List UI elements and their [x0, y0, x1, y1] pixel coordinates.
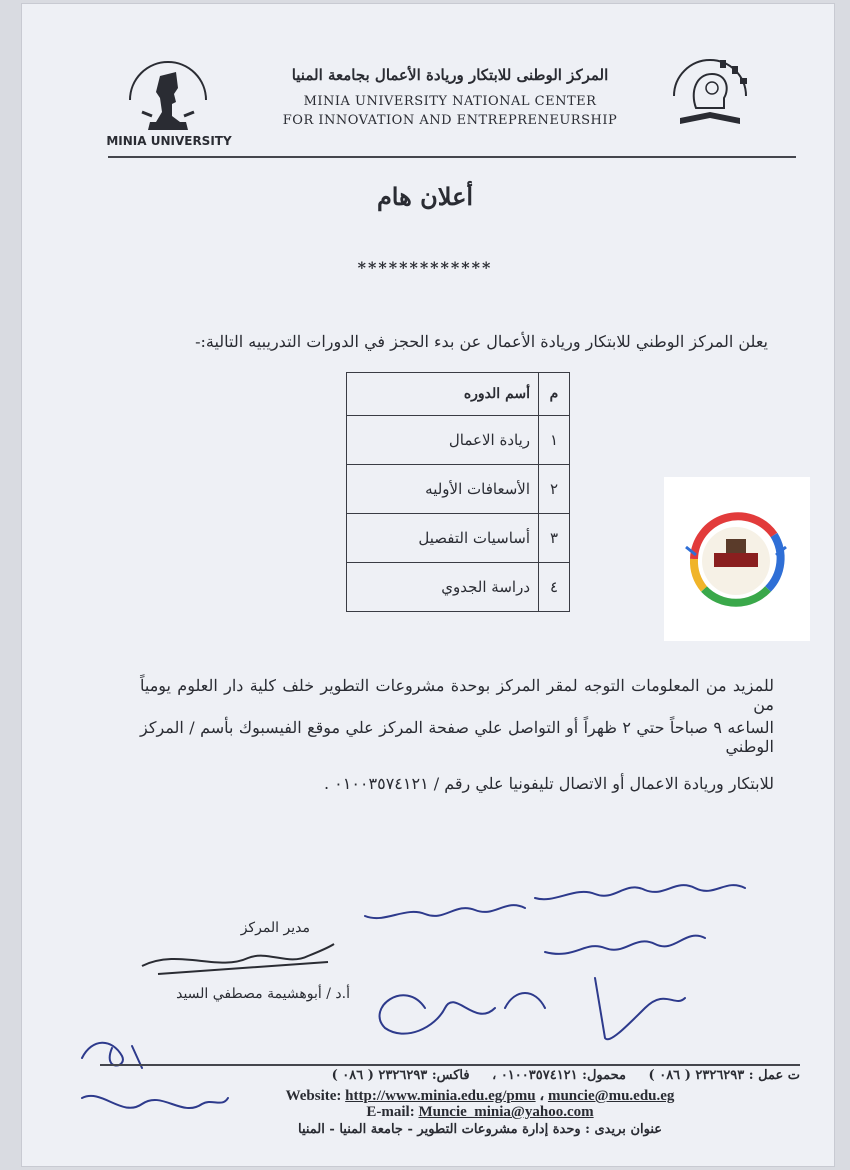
center-english-line2: FOR INNOVATION AND ENTREPRENEURSHIP	[282, 113, 618, 128]
row-number: ١	[539, 416, 570, 465]
email-label: E-mail:	[366, 1104, 419, 1120]
website-link[interactable]: http://www.minia.edu.eg/pmu	[345, 1088, 536, 1104]
header-divider	[108, 156, 796, 158]
postal-address: عنوان بريدى : وحدة إدارة مشروعات التطوير - جامعة المنيا - المنيا	[297, 1122, 662, 1137]
table-header-row	[347, 373, 570, 416]
column-number-header: م	[539, 373, 570, 416]
row-number: ٤	[539, 563, 570, 612]
course-name: ريادة الاعمال	[347, 416, 539, 465]
row-number: ٣	[539, 514, 570, 563]
column-name-header: أسم الدوره	[347, 373, 539, 416]
mobile-phone: محمول: ٠١٠٠٣٥٧٤١٢١ ،	[492, 1068, 626, 1083]
center-english-line1: MINIA UNIVERSITY NATIONAL CENTER	[303, 94, 597, 109]
footer-divider	[100, 1064, 800, 1066]
email-line	[200, 1104, 760, 1121]
email-link[interactable]: Muncie_minia@yahoo.com	[418, 1104, 594, 1120]
details-paragraph-line3: للابتكار وريادة الاعمال أو الاتصال تليفونيا علي رقم / ٠١٠٠٣٥٧٤١٢١ .	[323, 774, 774, 793]
center-arabic-name: المركز الوطنى للابتكار وريادة الأعمال بجامعة المنيا	[291, 66, 609, 84]
handwritten-note-icon	[345, 858, 765, 1058]
contact-line	[240, 1068, 800, 1083]
course-name: أساسيات التفصيل	[347, 514, 539, 563]
courses-table	[346, 372, 570, 612]
stars-separator: *************	[357, 258, 493, 277]
table-row	[347, 465, 570, 514]
course-name: الأسعافات الأوليه	[347, 465, 539, 514]
intro-text: يعلن المركز الوطني للابتكار وريادة الأعمال عن بدء الحجز في الدورات التدريبيه التالية:-	[195, 332, 768, 351]
website-separator: ،	[535, 1088, 548, 1104]
website-line	[200, 1086, 760, 1105]
work-phone: ت عمل : ٢٣٢٦٢٩٣ ( ٠٨٦ )	[648, 1068, 800, 1083]
gear-head-book-icon	[660, 52, 760, 134]
fax-number: فاكس: ٢٣٢٦٢٩٣ ( ٠٨٦ )	[331, 1068, 470, 1083]
details-paragraph-line2: الساعه ٩ صباحاً حتي ٢ ظهراً أو التواصل علي صفحة المركز علي موقع الفيسبوك بأسم / المركز الوطني	[140, 718, 775, 756]
e-services-badge-icon	[664, 477, 810, 641]
table-row	[347, 416, 570, 465]
website-email-link[interactable]: muncie@mu.edu.eg	[547, 1088, 675, 1104]
announcement-title: أعلان هام	[376, 182, 474, 211]
course-name: دراسة الجدوي	[347, 563, 539, 612]
details-paragraph-line1: للمزيد من المعلومات التوجه لمقر المركز بوحدة مشروعات التطوير خلف كلية دار العلوم يومياً من	[140, 676, 774, 714]
e-services-badge	[664, 477, 810, 641]
website-label: Website:	[285, 1088, 346, 1104]
signature-name: أ.د / أبوهشيمة مصطفي السيد	[176, 986, 350, 1002]
table-row	[347, 563, 570, 612]
nefertiti-logo-icon	[118, 42, 218, 142]
row-number: ٢	[539, 465, 570, 514]
university-label: MINIA UNIVERSITY	[106, 134, 232, 148]
table-row	[347, 514, 570, 563]
signature-icon	[138, 938, 338, 982]
signature-title: مدير المركز	[240, 920, 310, 936]
